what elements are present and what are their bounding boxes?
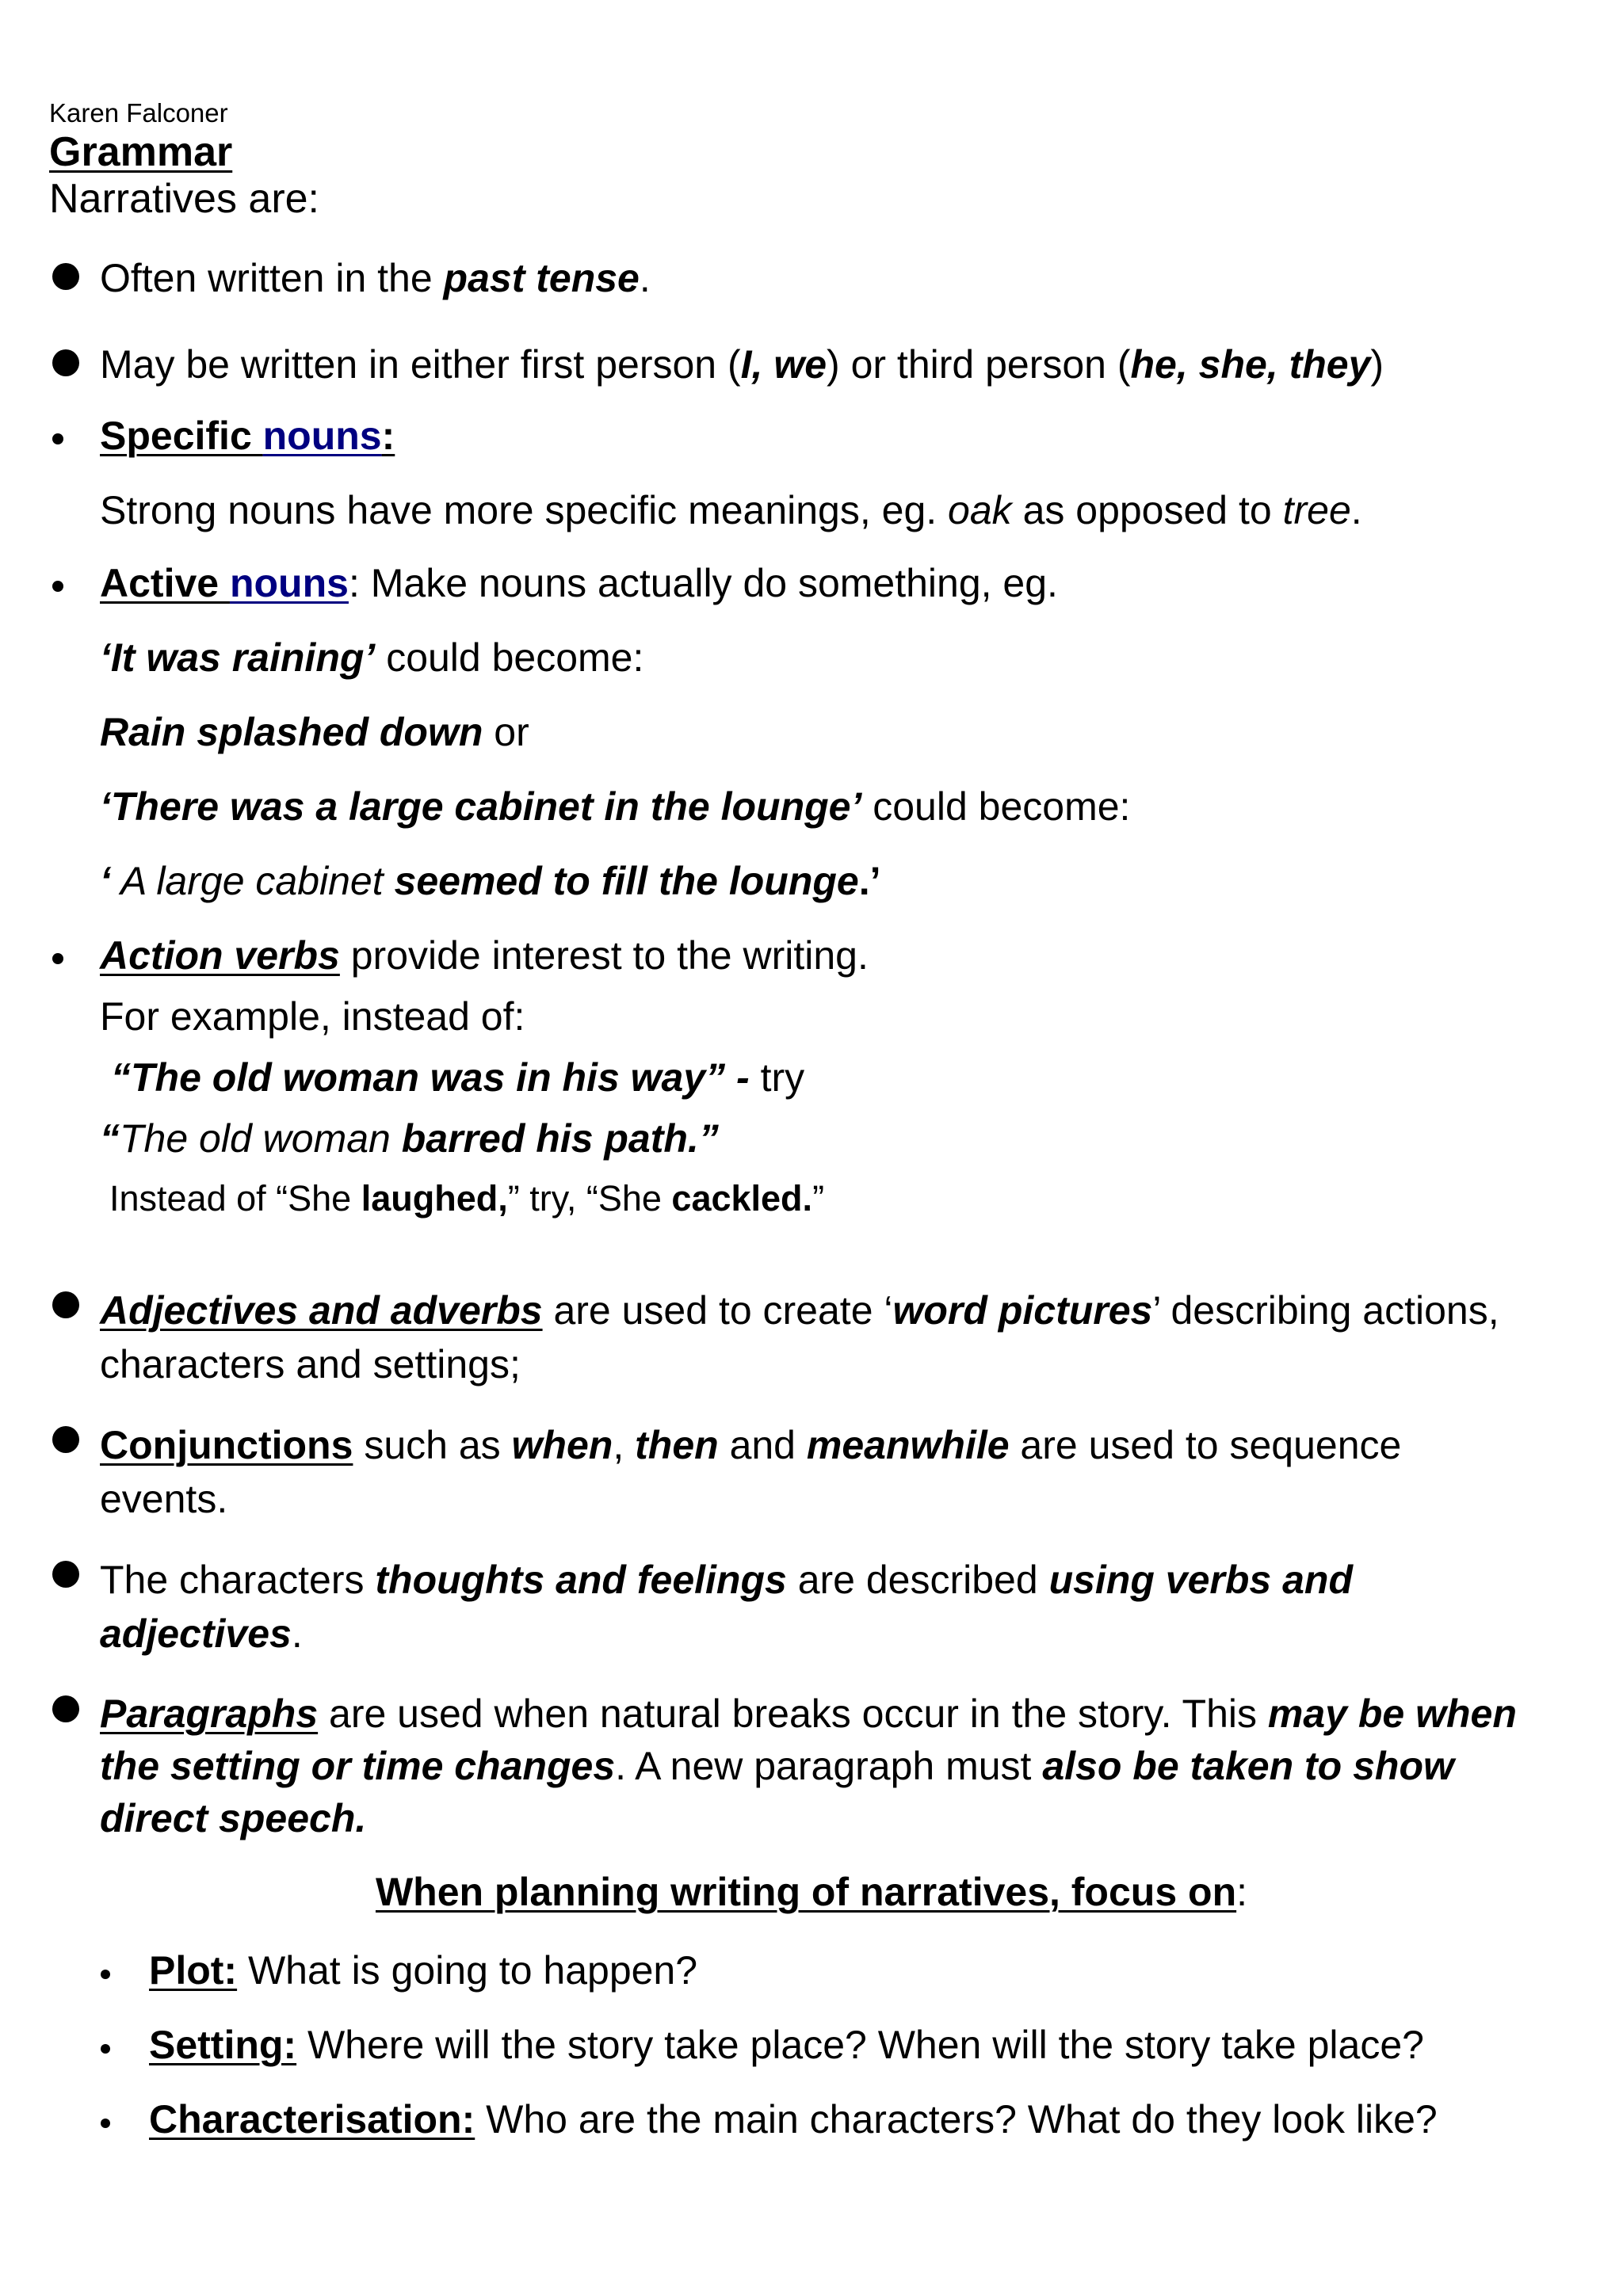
- example-rain-splashed: Rain splashed down or: [100, 710, 529, 754]
- page-title: Grammar: [49, 129, 233, 175]
- example-barred-path: “The old woman barred his path.”: [100, 1116, 719, 1161]
- bullet-dot: [52, 433, 63, 444]
- bullet-dot: [52, 1426, 79, 1453]
- bullet-dot: [52, 953, 63, 964]
- bullet-person: May be written in either first person (I, we) or third person (he, she, they): [100, 342, 1384, 387]
- planning-heading: When planning writing of narratives, focus on:: [375, 1870, 1248, 1914]
- nouns-link[interactable]: nouns: [229, 561, 349, 605]
- heading-specific-nouns: Specific nouns:: [100, 414, 395, 458]
- author-name: Karen Falconer: [49, 98, 228, 128]
- plan-item-characterisation: Characterisation: Who are the main characters? What do they look like?: [149, 2097, 1438, 2142]
- plan-item-plot: Plot: What is going to happen?: [149, 1948, 698, 1993]
- bullet-paragraphs: Paragraphs are used when natural breaks occur in the story. This may be when the setting or time changes. A new paragraph must also be taken to show direct speech.: [100, 1691, 1517, 1840]
- bullet-dot: [101, 1970, 110, 1979]
- bullet-dot: [52, 1561, 79, 1588]
- example-cackled: Instead of “She laughed,” try, “She cackled.”: [109, 1178, 825, 1219]
- example-raining: ‘It was raining’ could become:: [100, 635, 644, 680]
- heading-active-nouns: Active nouns: Make nouns actually do something, eg.: [100, 561, 1058, 605]
- nouns-link[interactable]: nouns: [262, 414, 382, 458]
- bullet-dot: [52, 263, 79, 290]
- specific-nouns-text: Strong nouns have more specific meanings, eg. oak as opposed to tree.: [100, 488, 1362, 532]
- bullet-dot: [52, 581, 63, 592]
- bullet-conjunctions: Conjunctions such as when, then and meanwhile are used to sequence events.: [100, 1423, 1402, 1521]
- bullet-adjectives: Adjectives and adverbs are used to create ‘word pictures’ describing actions, characters and settings;: [100, 1288, 1499, 1386]
- heading-action-verbs: Action verbs provide interest to the writing.: [100, 933, 869, 978]
- example-cabinet-rewrite: ‘ A large cabinet seemed to fill the lounge.’: [100, 859, 881, 903]
- bullet-dot: [101, 2119, 110, 2128]
- bullet-dot: [52, 349, 79, 376]
- bullet-past-tense: Often written in the past tense.: [100, 256, 651, 300]
- bullet-dot: [52, 1291, 79, 1318]
- bullet-dot: [101, 2044, 110, 2054]
- example-old-woman: “The old woman was in his way” - try: [111, 1055, 805, 1100]
- action-verbs-intro: For example, instead of:: [100, 994, 525, 1039]
- intro-text: Narratives are:: [49, 176, 319, 222]
- example-cabinet: ‘There was a large cabinet in the lounge’ could become:: [100, 784, 1131, 829]
- bullet-dot: [52, 1695, 79, 1722]
- plan-item-setting: Setting: Where will the story take place? When will the story take place?: [149, 2023, 1424, 2067]
- bullet-thoughts-feelings: The characters thoughts and feelings are described using verbs and adjectives.: [100, 1558, 1353, 1656]
